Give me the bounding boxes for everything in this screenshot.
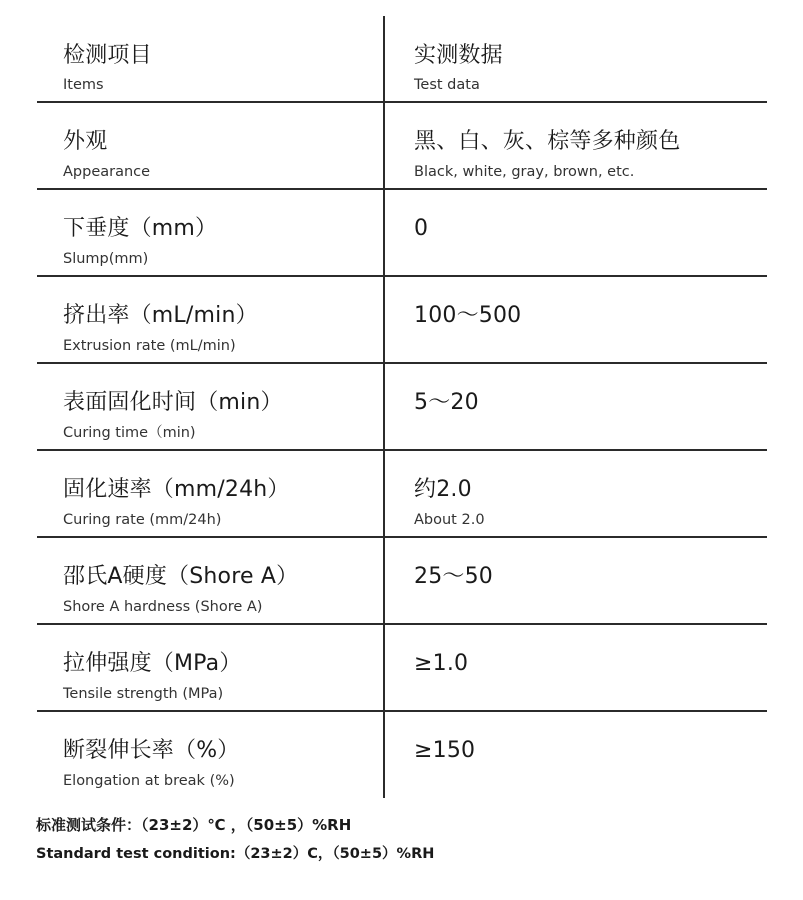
- value-zh: 25～50: [414, 564, 493, 589]
- item-name-en: Shore A hardness (Shore A): [63, 599, 263, 615]
- value-cell: [414, 103, 764, 188]
- table-row: [37, 277, 767, 364]
- item-name-zh: 断裂伸长率（%）: [63, 738, 240, 763]
- value-en: Black, white, gray, brown, etc.: [414, 164, 635, 180]
- item-name-zh: 下垂度（mm）: [63, 216, 218, 241]
- value-cell: [414, 712, 764, 792]
- item-name-zh: 拉伸强度（MPa）: [63, 651, 242, 676]
- table-row: [37, 625, 767, 712]
- value-zh: ≥1.0: [414, 651, 469, 676]
- test-condition-note-en: Standard test condition:（23±2）C，（50±5）%RH: [36, 846, 435, 862]
- item-name-en: Extrusion rate (mL/min): [63, 338, 236, 354]
- header-items-en: Items: [63, 77, 104, 93]
- value-cell: [414, 190, 764, 275]
- value-zh: 100～500: [414, 303, 522, 328]
- table-header-row: [37, 16, 767, 103]
- value-cell: [414, 625, 764, 710]
- test-condition-note-zh: 标准测试条件：（23±2）℃ ，（50±5）%RH: [36, 816, 352, 834]
- item-name-en: Tensile strength (MPa): [63, 686, 224, 702]
- value-cell: [414, 364, 764, 449]
- header-items-zh: 检测项目: [63, 43, 152, 68]
- value-zh: 黑、白、灰、棕等多种颜色: [414, 129, 681, 154]
- value-zh: 5～20: [414, 390, 479, 415]
- table-row: [37, 190, 767, 277]
- item-cell: [63, 364, 373, 449]
- table-row: [37, 451, 767, 538]
- value-zh: ≥150: [414, 738, 476, 763]
- item-cell: [63, 277, 373, 362]
- item-cell: [63, 190, 373, 275]
- spec-table: [37, 16, 767, 792]
- value-en: About 2.0: [414, 512, 485, 528]
- table-row: [37, 103, 767, 190]
- item-cell: [63, 538, 373, 623]
- item-name-en: Slump(mm): [63, 251, 149, 267]
- item-name-zh: 外观: [63, 129, 108, 154]
- item-cell: [63, 451, 373, 536]
- item-name-en: Curing rate (mm/24h): [63, 512, 222, 528]
- item-cell: [63, 625, 373, 710]
- item-name-zh: 邵氏A硬度（Shore A）: [63, 564, 299, 589]
- table-row: [37, 712, 767, 792]
- item-name-zh: 固化速率（mm/24h）: [63, 477, 290, 502]
- value-zh: 约2.0: [414, 477, 472, 502]
- item-cell: [63, 103, 373, 188]
- item-name-zh: 表面固化时间（min）: [63, 390, 283, 415]
- item-cell: [63, 712, 373, 792]
- item-name-en: Appearance: [63, 164, 151, 180]
- item-name-en: Elongation at break (%): [63, 773, 235, 789]
- header-items-cell: [63, 16, 373, 101]
- value-cell: [414, 451, 764, 536]
- item-name-en: Curing time（min): [63, 425, 196, 441]
- table-row: [37, 538, 767, 625]
- value-cell: [414, 538, 764, 623]
- value-cell: [414, 277, 764, 362]
- header-data-cell: [414, 16, 764, 101]
- table-row: [37, 364, 767, 451]
- value-zh: 0: [414, 216, 429, 241]
- header-data-zh: 实测数据: [414, 43, 503, 68]
- header-data-en: Test data: [414, 77, 480, 93]
- item-name-zh: 挤出率（mL/min）: [63, 303, 258, 328]
